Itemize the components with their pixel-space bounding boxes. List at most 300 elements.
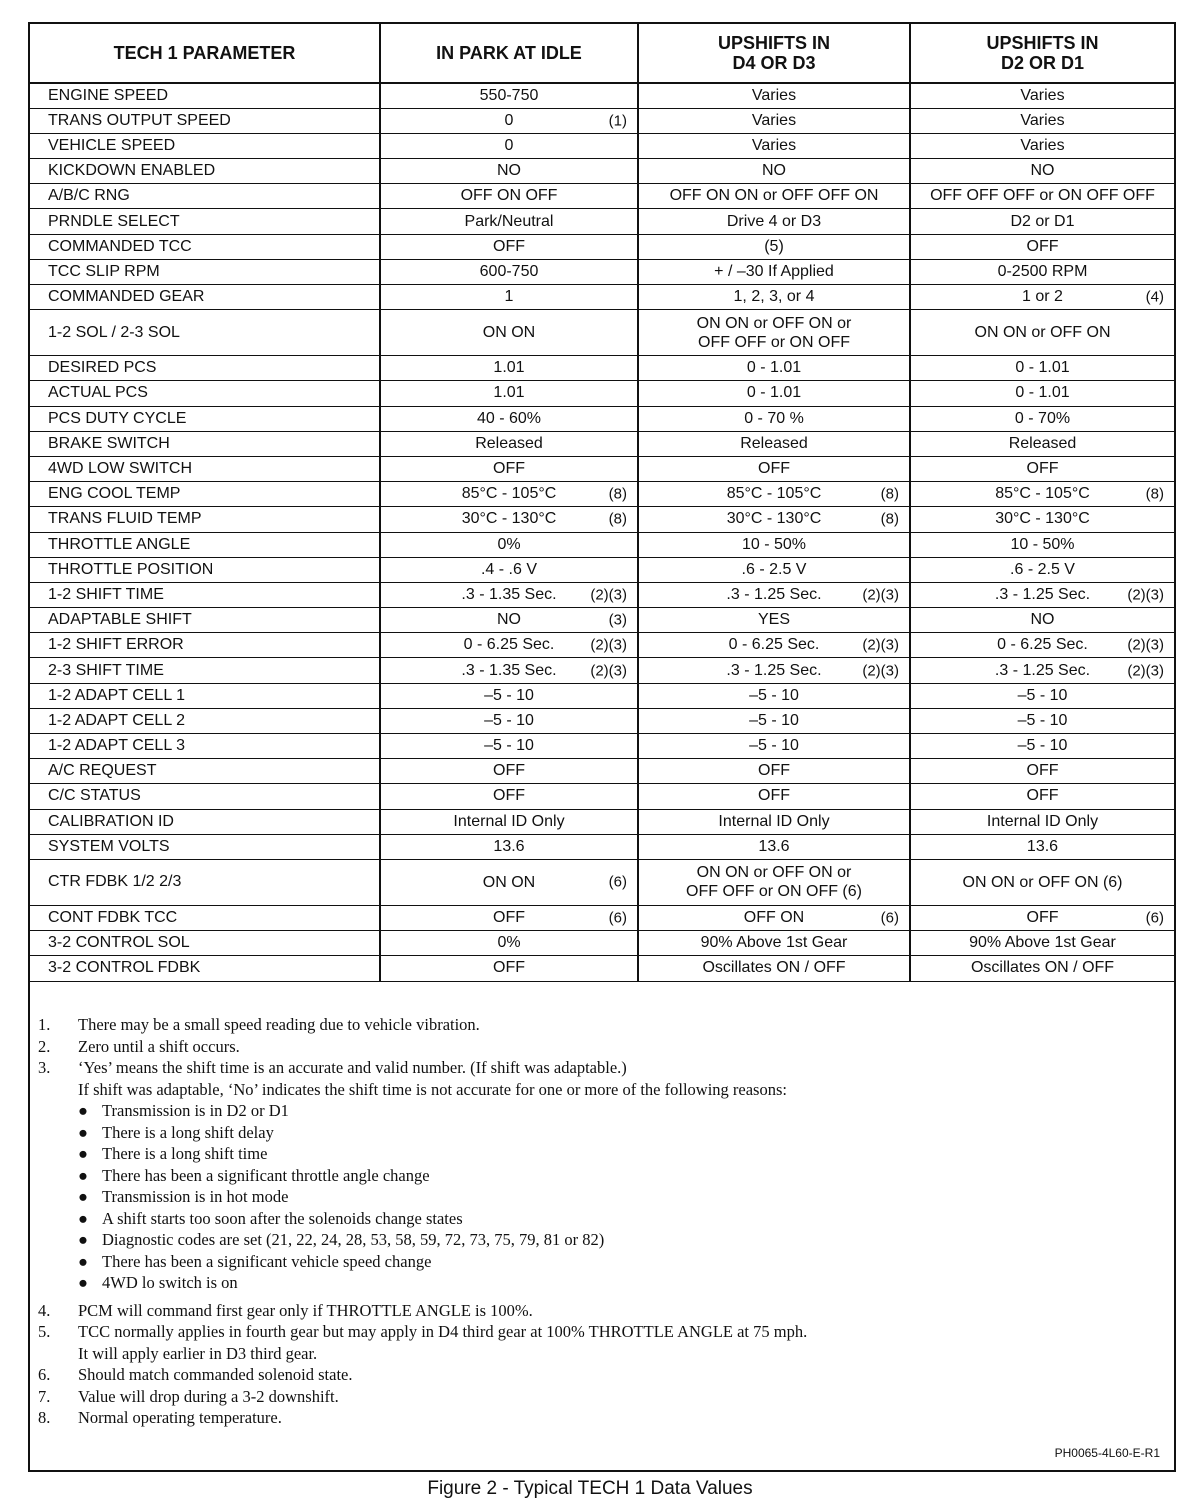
cell-value: 1.01	[493, 384, 525, 402]
table-row	[30, 582, 1174, 607]
header-upshifts-d2-d1: UPSHIFTS IN D2 OR D1	[910, 24, 1174, 83]
parameter-cell: 3-2 CONTROL FDBK	[30, 956, 380, 981]
cell-value: Varies	[1020, 136, 1065, 154]
d4-d3-cell	[638, 159, 910, 184]
table-row	[30, 633, 1174, 658]
cell-value: OFF ON	[743, 909, 805, 927]
table-row	[30, 956, 1174, 981]
cell-value: Released	[1008, 434, 1077, 452]
footnote-ref: (2)(3)	[1127, 662, 1164, 680]
footnote-ref: (2)(3)	[590, 662, 627, 680]
d2-d1-cell	[910, 931, 1174, 956]
footnote-7: 7. Value will drop during a 3-2 downshift.	[38, 1386, 339, 1406]
park-idle-cell	[380, 532, 638, 557]
d2-d1-cell	[910, 285, 1174, 310]
cell-value: 1, 2, 3, or 4	[733, 288, 815, 306]
header-upshifts-d4-d3: UPSHIFTS IN D4 OR D3	[638, 24, 910, 83]
cell-value: .6 - 2.5 V	[1010, 560, 1075, 578]
d4-d3-cell	[638, 356, 910, 381]
cell-value: 85°C - 105°C	[461, 485, 557, 503]
table-header-row	[30, 24, 1174, 83]
cell-value: –5 - 10	[484, 711, 534, 729]
list-item: ● Transmission is in hot mode	[78, 1187, 289, 1206]
cell-value: YES	[757, 611, 790, 629]
cell-value: –5 - 10	[749, 737, 799, 755]
list-item: ● Diagnostic codes are set (21, 22, 24, 28, 53, 58, 59, 72, 73, 75, 79, 81 or 82)	[78, 1230, 605, 1249]
table-row	[30, 809, 1174, 834]
d4-d3-cell	[638, 859, 910, 905]
cell-value: OFF	[493, 909, 525, 927]
d4-d3-cell	[638, 184, 910, 209]
cell-value: 13.6	[493, 837, 525, 855]
cell-value: 85°C - 105°C	[726, 485, 822, 503]
d2-d1-cell	[910, 184, 1174, 209]
d4-d3-cell	[638, 482, 910, 507]
d2-d1-cell	[910, 431, 1174, 456]
footnote-ref: (4)	[1145, 288, 1164, 306]
d4-d3-cell	[638, 456, 910, 481]
footnote-ref: (8)	[608, 485, 627, 503]
bullet-icon: ●	[78, 1101, 88, 1120]
footnote-ref: (8)	[608, 510, 627, 528]
cell-value: NO	[762, 162, 786, 180]
table-row	[30, 184, 1174, 209]
cell-value: 85°C - 105°C	[995, 485, 1090, 503]
table-row	[30, 406, 1174, 431]
cell-value: 550-750	[479, 86, 539, 104]
table-row	[30, 285, 1174, 310]
cell-value: 0 - 1.01	[1015, 384, 1070, 402]
table-row	[30, 557, 1174, 582]
parameter-cell: 2-3 SHIFT TIME	[30, 658, 380, 683]
cell-value: OFF	[1026, 762, 1059, 780]
bullet-icon: ●	[78, 1187, 88, 1206]
table-row	[30, 482, 1174, 507]
park-idle-cell	[380, 482, 638, 507]
cell-value: OFF	[493, 237, 525, 255]
cell-value: .3 - 1.35 Sec.	[461, 585, 557, 603]
cell-value: 30°C - 130°C	[726, 510, 822, 528]
cell-value: 13.6	[1026, 837, 1059, 855]
bullet-icon: ●	[78, 1208, 88, 1228]
d2-d1-cell	[910, 956, 1174, 981]
park-idle-cell	[380, 456, 638, 481]
d2-d1-cell	[910, 133, 1174, 158]
park-idle-cell	[380, 582, 638, 607]
park-idle-cell	[380, 683, 638, 708]
parameter-cell: ADAPTABLE SHIFT	[30, 608, 380, 633]
bullet-icon: ●	[78, 1273, 88, 1292]
cell-value: .4 - .6 V	[480, 560, 538, 578]
d2-d1-cell	[910, 582, 1174, 607]
list-item: ● There is a long shift delay	[78, 1122, 274, 1142]
footnote-ref: (1)	[608, 112, 627, 130]
cell-value: 40 - 60%	[476, 409, 542, 427]
d2-d1-cell	[910, 310, 1174, 356]
cell-value: OFF OFF OFF or ON OFF OFF	[930, 187, 1155, 205]
park-idle-cell	[380, 310, 638, 356]
list-item: ● 4WD lo switch is on	[78, 1273, 238, 1292]
cell-value: OFF	[1026, 909, 1059, 927]
footnote-ref: (2)(3)	[862, 662, 899, 680]
d4-d3-cell	[638, 381, 910, 406]
park-idle-cell	[380, 184, 638, 209]
cell-value: ON ON or OFF ON or OFF OFF or ON OFF (6)	[686, 864, 862, 901]
reference-code: PH0065-4L60-E-R1	[1054, 1446, 1160, 1460]
cell-value: OFF	[1026, 237, 1059, 255]
cell-value: NO	[497, 162, 521, 180]
table-row	[30, 734, 1174, 759]
footnote-ref: (6)	[608, 909, 627, 927]
cell-value: ON ON or OFF ON (6)	[962, 873, 1123, 891]
d4-d3-cell	[638, 633, 910, 658]
d4-d3-cell	[638, 234, 910, 259]
d2-d1-cell	[910, 658, 1174, 683]
cell-value: 10 - 50%	[1010, 535, 1075, 553]
park-idle-cell	[380, 859, 638, 905]
parameter-cell: TRANS FLUID TEMP	[30, 507, 380, 532]
cell-value: –5 - 10	[1017, 737, 1068, 755]
cell-value: 0 - 70 %	[744, 409, 804, 427]
d2-d1-cell	[910, 259, 1174, 284]
footnote-ref: (2)(3)	[590, 586, 627, 604]
list-item: ● There is a long shift time	[78, 1144, 268, 1163]
cell-value: 90% Above 1st Gear	[700, 934, 848, 952]
header-parameter: TECH 1 PARAMETER	[30, 24, 380, 83]
footnote-ref: (6)	[880, 909, 899, 927]
d2-d1-cell	[910, 734, 1174, 759]
footnote-1: 1. There may be a small speed reading due to vehicle vibration.	[38, 1015, 480, 1034]
parameter-cell: COMMANDED TCC	[30, 234, 380, 259]
footnote-ref: (6)	[608, 873, 627, 891]
parameter-cell: C/C STATUS	[30, 784, 380, 809]
cell-value: ON ON	[482, 873, 536, 891]
cell-value: 0 - 6.25 Sec.	[728, 636, 820, 654]
cell-value: 1.01	[493, 359, 525, 377]
footnote-6: 6. Should match commanded solenoid state.	[38, 1365, 353, 1384]
parameter-cell: A/B/C RNG	[30, 184, 380, 209]
d4-d3-cell	[638, 582, 910, 607]
cell-value: Internal ID Only	[453, 812, 565, 830]
cell-value: .3 - 1.35 Sec.	[461, 661, 557, 679]
table-row	[30, 456, 1174, 481]
list-item: ● A shift starts too soon after the solenoids change states	[78, 1208, 463, 1228]
d2-d1-cell	[910, 633, 1174, 658]
parameter-cell: 4WD LOW SWITCH	[30, 456, 380, 481]
parameter-cell: PRNDLE SELECT	[30, 209, 380, 234]
d2-d1-cell	[910, 759, 1174, 784]
park-idle-cell	[380, 608, 638, 633]
d2-d1-cell	[910, 834, 1174, 859]
table-row	[30, 159, 1174, 184]
cell-value: ON ON	[482, 324, 536, 342]
cell-value: OFF	[493, 959, 525, 977]
footnote-ref: (3)	[608, 611, 627, 629]
d4-d3-cell	[638, 809, 910, 834]
cell-value: 90% Above 1st Gear	[969, 934, 1116, 952]
table-row	[30, 356, 1174, 381]
d4-d3-cell	[638, 310, 910, 356]
parameter-cell: 3-2 CONTROL SOL	[30, 931, 380, 956]
parameter-cell: COMMANDED GEAR	[30, 285, 380, 310]
cell-value: 13.6	[758, 837, 790, 855]
cell-value: Released	[740, 434, 808, 452]
parameter-cell: 1-2 ADAPT CELL 2	[30, 708, 380, 733]
bullet-icon: ●	[78, 1144, 88, 1163]
cell-value: 30°C - 130°C	[995, 510, 1090, 528]
d2-d1-cell	[910, 482, 1174, 507]
cell-value: Internal ID Only	[986, 812, 1099, 830]
cell-value: –5 - 10	[484, 737, 534, 755]
cell-value: 1 or 2	[1022, 288, 1063, 306]
table-row	[30, 259, 1174, 284]
park-idle-cell	[380, 507, 638, 532]
cell-value: –5 - 10	[1017, 711, 1068, 729]
cell-value: Varies	[1020, 86, 1065, 104]
table-row	[30, 310, 1174, 356]
d4-d3-cell	[638, 532, 910, 557]
parameter-cell: 1-2 ADAPT CELL 3	[30, 734, 380, 759]
cell-value: .3 - 1.25 Sec.	[994, 585, 1091, 603]
header-park-idle: IN PARK AT IDLE	[380, 24, 638, 83]
cell-value: 0 - 1.01	[746, 359, 802, 377]
cell-value: 0	[504, 111, 514, 129]
footnote-5: 5. TCC normally applies in fourth gear but may apply in D4 third gear at 100% THROTTLE ANGLE at 75 mph. It will apply earlier in D3 third gear.	[38, 1322, 808, 1363]
park-idle-cell	[380, 931, 638, 956]
parameter-cell: 1-2 SHIFT TIME	[30, 582, 380, 607]
d4-d3-cell	[638, 608, 910, 633]
park-idle-cell	[380, 734, 638, 759]
cell-value: 0 - 6.25 Sec.	[463, 636, 555, 654]
cell-value: OFF	[1026, 460, 1059, 478]
cell-value: 1	[504, 288, 514, 306]
cell-value: .3 - 1.25 Sec.	[726, 585, 822, 603]
d4-d3-cell	[638, 133, 910, 158]
d2-d1-cell	[910, 608, 1174, 633]
parameter-cell: DESIRED PCS	[30, 356, 380, 381]
park-idle-cell	[380, 834, 638, 859]
d4-d3-cell	[638, 734, 910, 759]
d2-d1-cell	[910, 557, 1174, 582]
bullet-icon: ●	[78, 1165, 88, 1185]
parameter-cell: ACTUAL PCS	[30, 381, 380, 406]
parameter-cell: TCC SLIP RPM	[30, 259, 380, 284]
cell-value: OFF	[758, 460, 790, 478]
cell-value: NO	[1030, 162, 1055, 180]
d2-d1-cell	[910, 209, 1174, 234]
table-row	[30, 931, 1174, 956]
cell-value: .3 - 1.25 Sec.	[726, 661, 822, 679]
table-row	[30, 83, 1174, 108]
d2-d1-cell	[910, 708, 1174, 733]
park-idle-cell	[380, 259, 638, 284]
d4-d3-cell	[638, 931, 910, 956]
park-idle-cell	[380, 708, 638, 733]
parameter-cell: CTR FDBK 1/2 2/3	[30, 859, 380, 905]
park-idle-cell	[380, 956, 638, 981]
cell-value: 0%	[497, 934, 521, 952]
parameter-cell: THROTTLE POSITION	[30, 557, 380, 582]
cell-value: .3 - 1.25 Sec.	[994, 661, 1091, 679]
park-idle-cell	[380, 759, 638, 784]
table-row	[30, 608, 1174, 633]
table-row	[30, 133, 1174, 158]
table-row	[30, 234, 1174, 259]
parameter-cell: THROTTLE ANGLE	[30, 532, 380, 557]
cell-value: –5 - 10	[749, 686, 799, 704]
parameter-cell: PCS DUTY CYCLE	[30, 406, 380, 431]
table-row	[30, 834, 1174, 859]
footnote-3: 3. ‘Yes’ means the shift time is an accurate and valid number. (If shift was adaptable.) If shift was adaptable, ‘No’ indicates the shift time is not accurate for one or more of the following reasons:	[38, 1058, 787, 1099]
footnote-ref: (2)(3)	[590, 636, 627, 654]
d2-d1-cell	[910, 905, 1174, 930]
table-row	[30, 784, 1174, 809]
footnote-ref: (6)	[1145, 909, 1164, 927]
park-idle-cell	[380, 658, 638, 683]
footnote-ref: (8)	[880, 510, 899, 528]
d2-d1-cell	[910, 234, 1174, 259]
d4-d3-cell	[638, 683, 910, 708]
d2-d1-cell	[910, 159, 1174, 184]
parameter-cell: A/C REQUEST	[30, 759, 380, 784]
d2-d1-cell	[910, 83, 1174, 108]
park-idle-cell	[380, 406, 638, 431]
park-idle-cell	[380, 209, 638, 234]
d4-d3-cell	[638, 905, 910, 930]
cell-value: OFF	[493, 762, 525, 780]
table-body	[30, 83, 1174, 981]
table-row	[30, 859, 1174, 905]
cell-value: (5)	[764, 237, 784, 255]
cell-value: 0 - 70%	[1014, 409, 1071, 427]
footnote-ref: (8)	[1145, 485, 1164, 503]
cell-value: 10 - 50%	[741, 535, 807, 553]
d4-d3-cell	[638, 259, 910, 284]
table-row	[30, 209, 1174, 234]
d2-d1-cell	[910, 859, 1174, 905]
footnote-3-reasons-list	[38, 1100, 1158, 1294]
cell-value: ON ON or OFF ON or OFF OFF or ON OFF	[696, 314, 852, 351]
cell-value: D2 or D1	[1010, 212, 1075, 230]
table-row	[30, 759, 1174, 784]
list-item: ● There has been a significant vehicle speed change	[78, 1251, 432, 1271]
d4-d3-cell	[638, 658, 910, 683]
footnote-4: 4. PCM will command first gear only if THROTTLE ANGLE is 100%.	[38, 1300, 533, 1320]
d2-d1-cell	[910, 381, 1174, 406]
footnote-ref: (8)	[880, 485, 899, 503]
footnote-8: 8. Normal operating temperature.	[38, 1408, 282, 1427]
cell-value: 0	[504, 136, 514, 154]
cell-value: 600-750	[479, 262, 539, 280]
park-idle-cell	[380, 557, 638, 582]
cell-value: Released	[475, 434, 543, 452]
d2-d1-cell	[910, 784, 1174, 809]
parameter-cell: VEHICLE SPEED	[30, 133, 380, 158]
cell-value: 0 - 1.01	[1015, 359, 1070, 377]
table-row	[30, 658, 1174, 683]
park-idle-cell	[380, 83, 638, 108]
parameter-cell: KICKDOWN ENABLED	[30, 159, 380, 184]
footnote-ref: (2)(3)	[1127, 586, 1164, 604]
d4-d3-cell	[638, 557, 910, 582]
figure-caption: Figure 2 - Typical TECH 1 Data Values	[427, 1478, 753, 1499]
cell-value: OFF	[758, 787, 790, 805]
cell-value: 0 - 6.25 Sec.	[997, 636, 1088, 654]
cell-value: –5 - 10	[1017, 686, 1068, 704]
parameter-cell: CONT FDBK TCC	[30, 905, 380, 930]
d4-d3-cell	[638, 406, 910, 431]
table-row	[30, 708, 1174, 733]
parameter-cell: 1-2 SHIFT ERROR	[30, 633, 380, 658]
d4-d3-cell	[638, 285, 910, 310]
cell-value: Varies	[751, 111, 797, 129]
park-idle-cell	[380, 633, 638, 658]
cell-value: 30°C - 130°C	[461, 510, 557, 528]
footnote-ref: (2)(3)	[862, 586, 899, 604]
cell-value: OFF	[493, 460, 525, 478]
parameter-cell: 1-2 SOL / 2-3 SOL	[30, 310, 380, 356]
cell-value: Park/Neutral	[464, 212, 554, 230]
d4-d3-cell	[638, 431, 910, 456]
cell-value: Drive 4 or D3	[726, 212, 822, 230]
table-row	[30, 507, 1174, 532]
park-idle-cell	[380, 234, 638, 259]
park-idle-cell	[380, 431, 638, 456]
parameter-cell: ENG COOL TEMP	[30, 482, 380, 507]
cell-value: + / –30 If Applied	[714, 262, 834, 280]
tech1-data-table	[30, 24, 1174, 982]
cell-value: Oscillates ON / OFF	[702, 959, 846, 977]
bullet-icon: ●	[78, 1251, 88, 1271]
table-row	[30, 905, 1174, 930]
cell-value: Internal ID Only	[718, 812, 830, 830]
cell-value: OFF	[1026, 787, 1059, 805]
cell-value: NO	[497, 611, 521, 629]
cell-value: 0 - 1.01	[746, 384, 802, 402]
cell-value: ON ON or OFF ON	[974, 324, 1111, 342]
footnote-ref: (2)(3)	[862, 636, 899, 654]
cell-value: OFF ON ON or OFF OFF ON	[669, 187, 879, 205]
d4-d3-cell	[638, 759, 910, 784]
park-idle-cell	[380, 108, 638, 133]
document-frame	[28, 22, 1176, 1472]
d4-d3-cell	[638, 784, 910, 809]
cell-value: Varies	[751, 136, 797, 154]
table-row	[30, 431, 1174, 456]
list-item: ● There has been a significant throttle angle change	[78, 1165, 430, 1185]
cell-value: 0-2500 RPM	[997, 262, 1088, 280]
d4-d3-cell	[638, 209, 910, 234]
cell-value: Varies	[751, 86, 797, 104]
park-idle-cell	[380, 285, 638, 310]
table-row	[30, 532, 1174, 557]
cell-value: –5 - 10	[749, 711, 799, 729]
cell-value: –5 - 10	[484, 686, 534, 704]
bullet-icon: ●	[78, 1122, 88, 1142]
table-row	[30, 381, 1174, 406]
cell-value: Oscillates ON / OFF	[970, 959, 1115, 977]
d2-d1-cell	[910, 507, 1174, 532]
d2-d1-cell	[910, 356, 1174, 381]
cell-value: OFF	[758, 762, 790, 780]
d4-d3-cell	[638, 108, 910, 133]
table-row	[30, 683, 1174, 708]
park-idle-cell	[380, 809, 638, 834]
parameter-cell: TRANS OUTPUT SPEED	[30, 108, 380, 133]
d2-d1-cell	[910, 809, 1174, 834]
cell-value: OFF	[493, 787, 525, 805]
park-idle-cell	[380, 905, 638, 930]
